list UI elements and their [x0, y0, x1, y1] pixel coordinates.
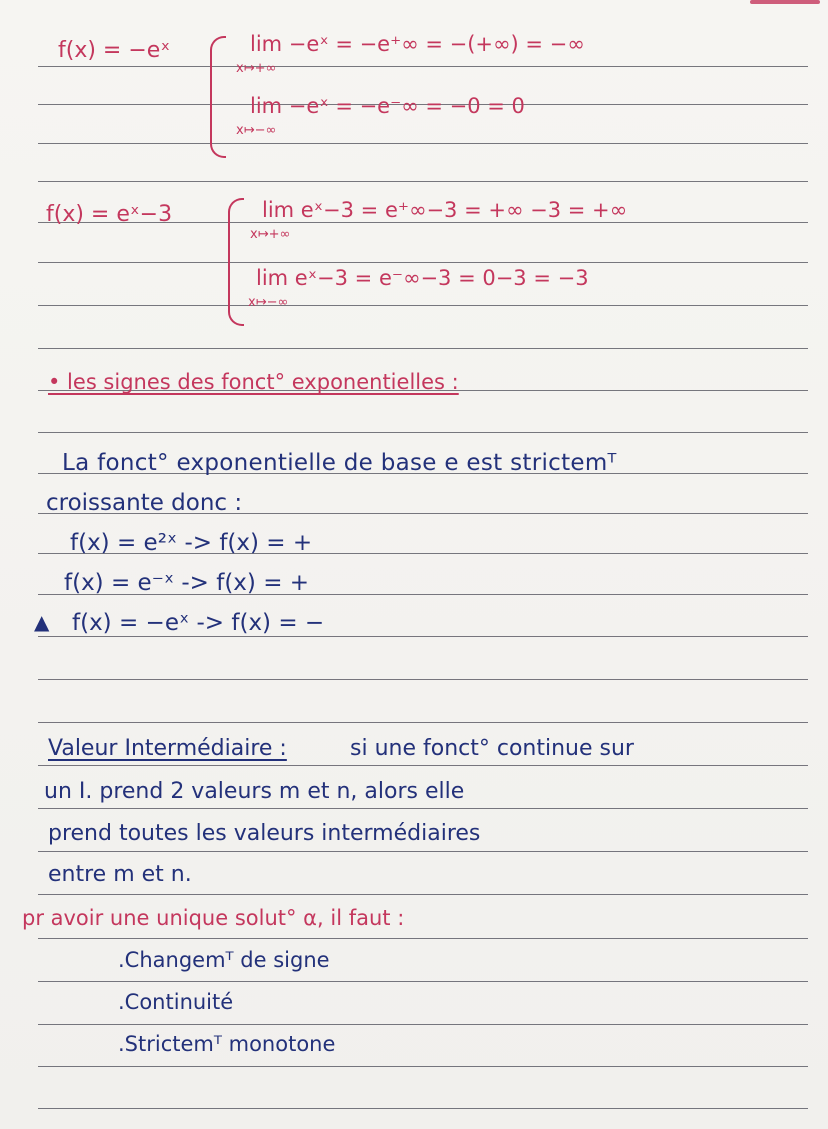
ruled-line	[38, 765, 808, 766]
ruled-line	[38, 636, 808, 637]
block2-limit-minus: lim eˣ−3 = e⁻∞−3 = 0−3 = −3	[256, 266, 589, 290]
ruled-line	[38, 851, 808, 852]
ruled-line	[38, 143, 808, 144]
block2-limit-plus-subscript: x↦+∞	[250, 227, 291, 242]
block2-brace	[228, 198, 244, 326]
signs-example-1: f(x) = e²ˣ -> f(x) = +	[70, 530, 313, 556]
ivt-line-4: entre m et n.	[48, 862, 192, 887]
ivt-line-3: prend toutes les valeurs intermédiaires	[48, 821, 481, 846]
signs-heading: • les signes des fonct° exponentielles :	[48, 370, 459, 394]
ruled-line	[38, 981, 808, 982]
ruled-line	[38, 1066, 808, 1067]
signs-line-2: croissante donc :	[46, 490, 243, 516]
ruled-line	[38, 66, 808, 67]
ruled-line	[38, 722, 808, 723]
page-corner-mark	[750, 0, 820, 4]
ruled-line	[38, 679, 808, 680]
block2-limit-minus-subscript: x↦−∞	[248, 295, 289, 310]
warning-icon: ▲	[34, 610, 50, 634]
ruled-line	[38, 181, 808, 182]
signs-example-3: f(x) = −eˣ -> f(x) = −	[72, 610, 325, 636]
block1-limit-plus-subscript: x↦+∞	[236, 61, 277, 76]
ruled-line	[38, 262, 808, 263]
block1-limit-minus-subscript: x↦−∞	[236, 123, 277, 138]
ruled-line	[38, 305, 808, 306]
ivt-condition: pr avoir une unique solut° α, il faut :	[22, 906, 405, 930]
ivt-condition-item: .Changemᵀ de signe	[118, 948, 330, 972]
block1-function: f(x) = −eˣ	[58, 38, 171, 63]
block1-limit-plus: lim −eˣ = −e⁺∞ = −(+∞) = −∞	[250, 32, 585, 56]
ruled-line	[38, 1024, 808, 1025]
ivt-condition-item: .Strictemᵀ monotone	[118, 1032, 336, 1056]
block2-limit-plus: lim eˣ−3 = e⁺∞−3 = +∞ −3 = +∞	[262, 198, 628, 222]
ruled-line	[38, 808, 808, 809]
ruled-line	[38, 938, 808, 939]
ruled-line	[38, 348, 808, 349]
block1-brace	[210, 36, 226, 158]
ivt-condition-item: .Continuité	[118, 990, 234, 1014]
ruled-line	[38, 432, 808, 433]
ruled-line	[38, 1108, 808, 1109]
block2-function: f(x) = eˣ−3	[46, 202, 173, 227]
ivt-line-1: si une fonct° continue sur	[350, 736, 634, 761]
ivt-line-2: un I. prend 2 valeurs m et n, alors elle	[44, 779, 465, 804]
signs-line-1: La fonct° exponentielle de base e est strictemᵀ	[62, 450, 617, 476]
signs-example-2: f(x) = e⁻ˣ -> f(x) = +	[64, 570, 310, 596]
ruled-line	[38, 894, 808, 895]
ivt-title: Valeur Intermédiaire :	[48, 736, 287, 761]
block1-limit-minus: lim −eˣ = −e⁻∞ = −0 = 0	[250, 94, 525, 118]
